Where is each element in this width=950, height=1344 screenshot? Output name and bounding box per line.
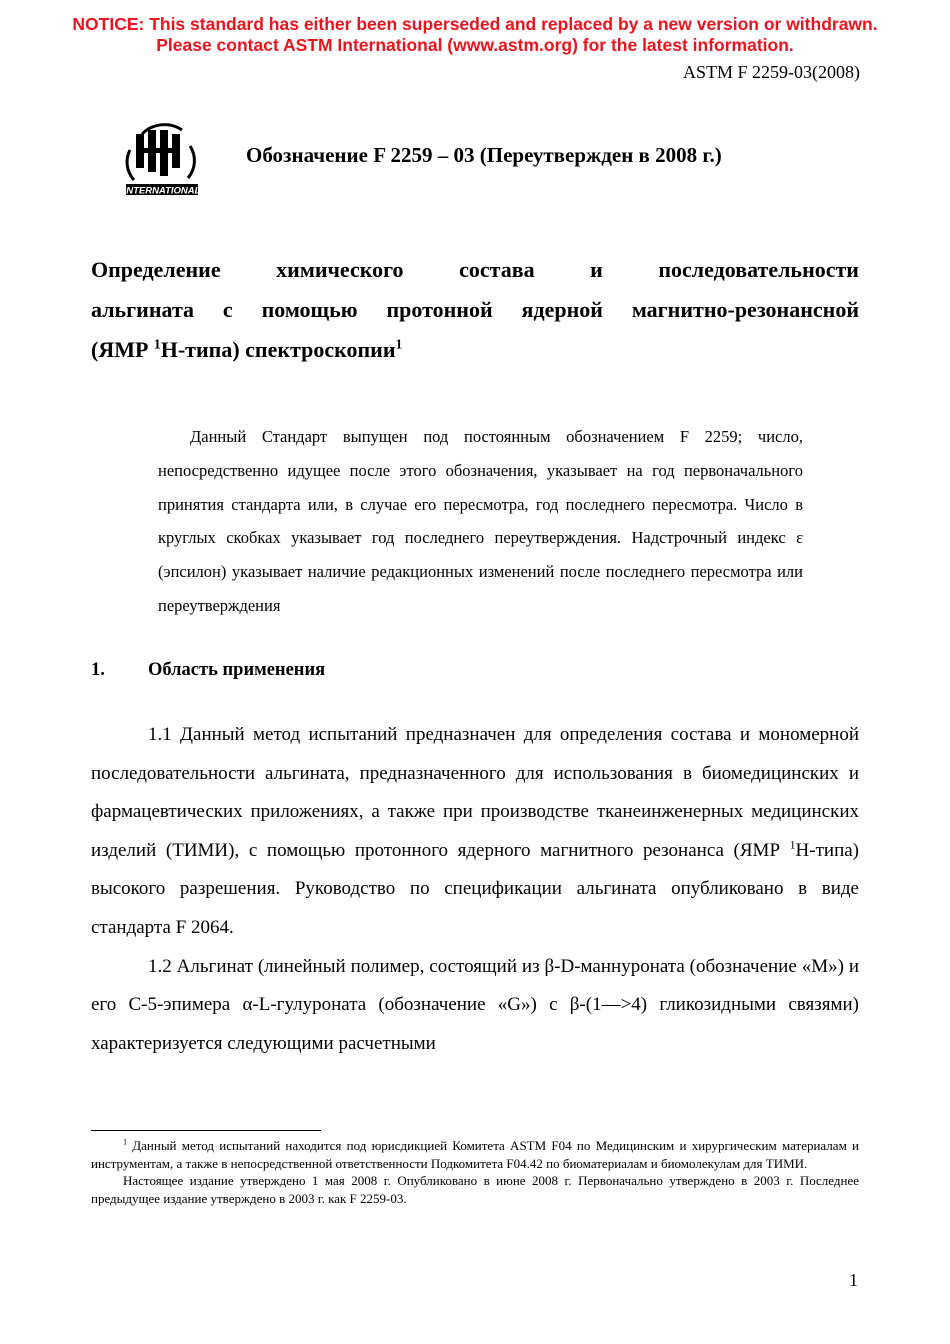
title-line-2: альгината с помощью протонной ядерной магнитно-резонансной bbox=[91, 297, 859, 322]
paragraph-1-1-part-a: 1.1 Данный метод испытаний предназначен для определения состава и мономерной последовательности альгината, предназначенного для использования в биомедицинских и фармацевтических приложениях, а также при производстве тканеинженерных медицинских изделий (ТИМИ), с помощью протонного ядерного магнитного резонанса (ЯМР bbox=[91, 724, 859, 861]
astm-logo-icon bbox=[112, 120, 208, 200]
notice-banner bbox=[0, 14, 950, 56]
document-designation-title: Обозначение F 2259 – 03 (Переутвержден в 2008 г.) bbox=[246, 143, 722, 167]
paragraph-1-2: 1.2 Альгинат (линейный полимер, состоящий из β-D-маннуроната (обозначение «M») и его С-5-эпимера α-L-гулуроната (обозначение «G») с β-(1—>4) гликозидными связями) характеризуется следующими расчетными bbox=[91, 955, 859, 1054]
title-line-3-part-a: (ЯМР bbox=[91, 337, 154, 362]
notice-line-1: NOTICE: This standard has either been superseded and replaced by a new version or withdrawn. bbox=[72, 14, 878, 34]
section-heading bbox=[91, 660, 325, 681]
title-line-1: Определение химического состава и последовательности bbox=[91, 257, 859, 282]
page-number: 1 bbox=[849, 1270, 858, 1290]
body-text bbox=[91, 716, 859, 1063]
footnote-1-text: Данный метод испытаний находится под юрисдикцией Комитета ASTM F04 по Медицинским и хирургическим материалам и инструментам, а также в непосредственной ответственности Подкомитета F04.42 по биоматериалам и биомолекулам для ТИМИ. bbox=[91, 1138, 859, 1171]
title-superscript: 1 bbox=[153, 336, 161, 352]
footnote-1 bbox=[91, 1137, 859, 1172]
title-line-3-part-b: Н-типа) спектроскопии bbox=[160, 337, 396, 362]
footnote-2: Настоящее издание утверждено 1 мая 2008 г. Опубликовано в июне 2008 г. Первоначально утверждено в 2003 г. Последнее предыдущее издание утверждено в 2003 г. как F 2259-03. bbox=[91, 1173, 859, 1206]
section-number: 1. bbox=[91, 660, 105, 680]
standard-designation: ASTM F 2259-03(2008) bbox=[682, 62, 860, 82]
section-title: Область применения bbox=[148, 660, 326, 680]
intro-text: Данный Стандарт выпущен под постоянным обозначением F 2259; число, непосредственно идущее после этого обозначения, указывает на год первоначального принятия стандарта или, в случае его пересмотра, год последнего пересмотра. Число в круглых скобках указывает год последнего переутверждения. Надстрочный индекс ε (эпсилон) указывает наличие редакционных изменений после последнего пересмотра или переутверждения bbox=[158, 427, 803, 615]
title-footnote-ref: 1 bbox=[395, 336, 403, 352]
title-line-3 bbox=[91, 337, 402, 362]
paragraph-1-1 bbox=[91, 716, 859, 948]
footnote-1-number: 1 bbox=[123, 1137, 128, 1147]
logo-text: INTERNATIONAL bbox=[123, 185, 201, 197]
intro-paragraph bbox=[158, 420, 803, 623]
footnote-divider bbox=[91, 1130, 321, 1131]
footnotes bbox=[91, 1137, 859, 1207]
paragraph-1-1-superscript: 1 bbox=[789, 838, 796, 852]
notice-line-2: Please contact ASTM International (www.astm.org) for the latest information. bbox=[156, 35, 794, 55]
paragraph-1-1-part-b: Н-типа) высокого разрешения. Руководство по спецификации альгината опубликовано в виде стандарта F 2064. bbox=[91, 839, 859, 938]
document-title bbox=[91, 250, 859, 370]
